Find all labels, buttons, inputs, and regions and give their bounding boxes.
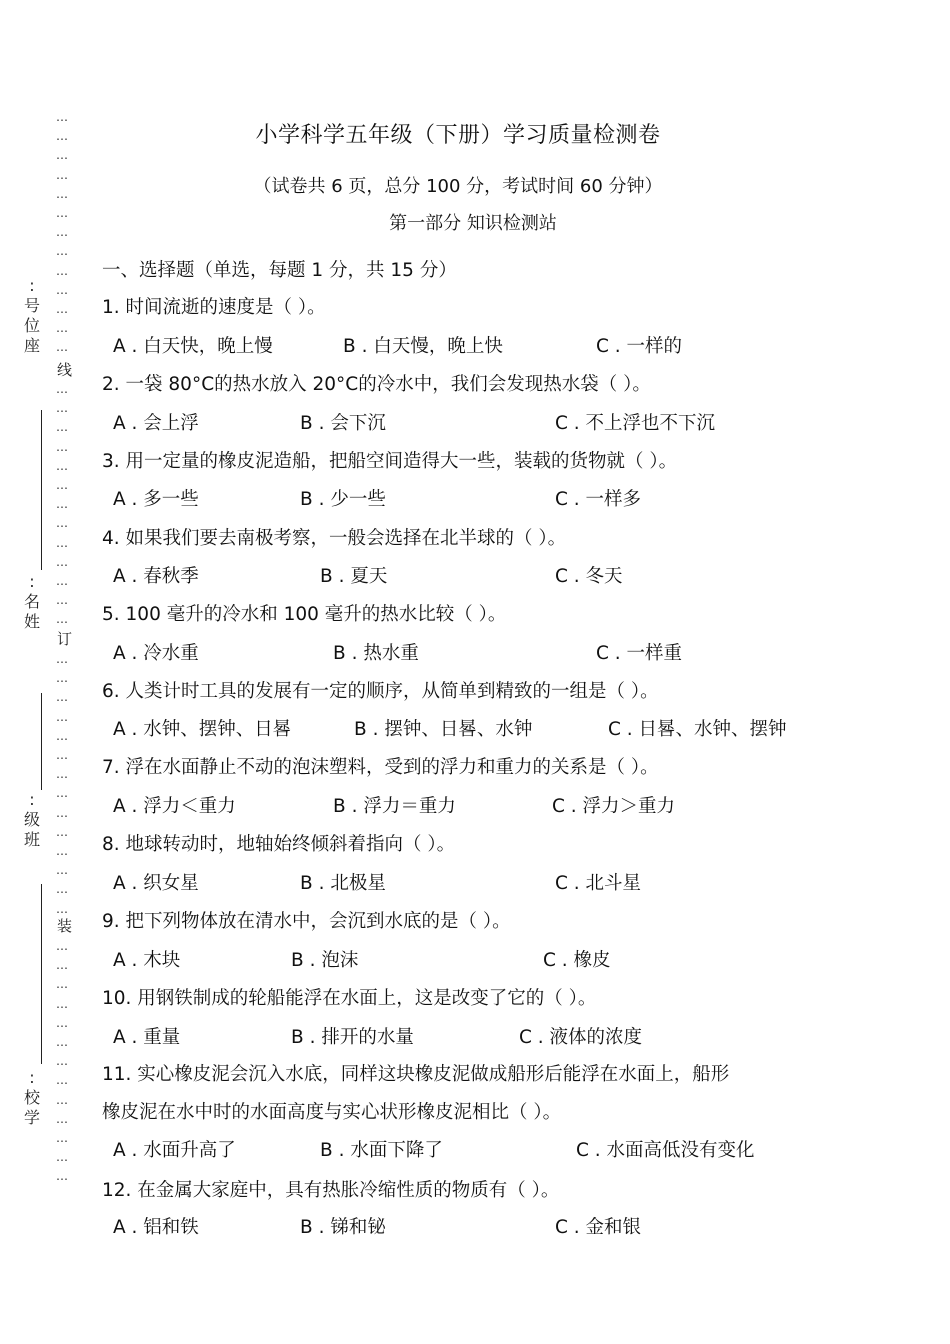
- q3-option-c: C . 一样多: [555, 489, 642, 510]
- seat-number-field: : 号 位 座: [23, 276, 40, 355]
- q3-option-a: A . 多一些: [113, 489, 199, 510]
- q1-option-a: A . 白天快，晚上慢: [113, 336, 273, 357]
- binding-line-2: [41, 693, 42, 790]
- binding-line-1: [41, 410, 42, 570]
- question-8: 8. 地球转动时，地轴始终倾斜着指向（ ）。: [102, 834, 456, 855]
- part-heading: 第一部分 知识检测站: [389, 213, 557, 234]
- question-7: 7. 浮在水面静止不动的泡沫塑料，受到的浮力和重力的关系是（ ）。: [102, 757, 659, 778]
- q8-option-c: C . 北斗星: [555, 873, 642, 894]
- question-6: 6. 人类计时工具的发展有一定的顺序，从简单到精致的一组是（ ）。: [102, 681, 659, 702]
- question-11: 11. 实心橡皮泥会沉入水底，同样这块橡皮泥做成船形后能浮在水面上，船形: [102, 1064, 730, 1085]
- q4-option-b: B . 夏天: [320, 566, 388, 587]
- page-title: 小学科学五年级（下册）学习质量检测卷: [255, 123, 661, 148]
- q8-option-a: A . 织女星: [113, 873, 199, 894]
- q7-option-c: C . 浮力＞重力: [552, 796, 676, 817]
- q12-option-a: A . 铝和铁: [113, 1217, 199, 1238]
- section-heading: 一、选择题（单选，每题 1 分，共 15 分）: [102, 260, 457, 281]
- q12-option-c: C . 金和银: [555, 1217, 642, 1238]
- question-9: 9. 把下列物体放在清水中，会沉到水底的是（ ）。: [102, 911, 511, 932]
- binding-word-xian: 线: [57, 361, 73, 379]
- question-2: 2. 一袋 80°C的热水放入 20°C的冷水中，我们会发现热水袋（ ）。: [102, 374, 651, 395]
- question-4: 4. 如果我们要去南极考察，一般会选择在北半球的（ ）。: [102, 528, 567, 549]
- binding-dots-mid1: … … … … … … … … … … … … …: [56, 382, 67, 627]
- exam-info: （试卷共 6 页，总分 100 分，考试时间 60 分钟）: [253, 176, 663, 197]
- question-11-continued: 橡皮泥在水中时的水面高度与实心状形橡皮泥相比（ ）。: [102, 1102, 562, 1123]
- q4-option-c: C . 冬天: [555, 566, 623, 587]
- q4-option-a: A . 春秋季: [113, 566, 199, 587]
- q6-option-c: C . 日晷、水钟、摆钟: [608, 719, 787, 740]
- question-3: 3. 用一定量的橡皮泥造船，把船空间造得大一些，装载的货物就（ ）。: [102, 451, 678, 472]
- q3-option-b: B . 少一些: [300, 489, 386, 510]
- binding-dots-top: … … … … … … … … … … … … …: [56, 110, 67, 355]
- q1-option-b: B . 白天慢，晚上快: [343, 336, 503, 357]
- q11-option-a: A . 水面升高了: [113, 1140, 236, 1161]
- q5-option-b: B . 热水重: [333, 643, 419, 664]
- q5-option-a: A . 冷水重: [113, 643, 199, 664]
- q11-option-c: C . 水面高低没有变化: [576, 1140, 755, 1161]
- q10-option-c: C . 液体的浓度: [519, 1027, 643, 1048]
- binding-dots-mid2: … … … … … … … … … … … … … …: [56, 652, 67, 916]
- q5-option-c: C . 一样重: [596, 643, 683, 664]
- q10-option-b: B . 排开的水量: [291, 1027, 414, 1048]
- q6-option-a: A . 水钟、摆钟、日晷: [113, 719, 292, 740]
- q7-option-b: B . 浮力＝重力: [333, 796, 456, 817]
- binding-line-3: [41, 884, 42, 1064]
- question-10: 10. 用钢铁制成的轮船能浮在水面上，这是改变了它的（ ）。: [102, 988, 597, 1009]
- school-field: : 校 学: [23, 1068, 40, 1127]
- q11-option-b: B . 水面下降了: [320, 1140, 443, 1161]
- q10-option-a: A . 重量: [113, 1027, 181, 1048]
- name-field: : 名 姓: [23, 572, 40, 631]
- question-1: 1. 时间流逝的速度是（ ）。: [102, 297, 326, 318]
- q6-option-b: B . 摆钟、日晷、水钟: [354, 719, 533, 740]
- q2-option-a: A . 会上浮: [113, 413, 199, 434]
- q8-option-b: B . 北极星: [300, 873, 386, 894]
- class-field: : 级 班: [23, 790, 40, 849]
- q1-option-c: C . 一样的: [596, 336, 683, 357]
- binding-word-ding: 订: [57, 630, 73, 648]
- binding-word-zhuang: 装: [57, 917, 73, 935]
- question-12: 12. 在金属大家庭中，具有热胀冷缩性质的物质有（ ）。: [102, 1180, 560, 1201]
- q9-option-b: B . 泡沫: [291, 950, 359, 971]
- q9-option-a: A . 木块: [113, 950, 181, 971]
- q12-option-b: B . 锑和铋: [300, 1217, 386, 1238]
- q7-option-a: A . 浮力＜重力: [113, 796, 236, 817]
- question-5: 5. 100 毫升的冷水和 100 毫升的热水比较（ ）。: [102, 604, 507, 625]
- q9-option-c: C . 橡皮: [543, 950, 611, 971]
- q2-option-b: B . 会下沉: [300, 413, 386, 434]
- binding-dots-bottom: … … … … … … … … … … … … …: [56, 939, 67, 1184]
- q2-option-c: C . 不上浮也不下沉: [555, 413, 716, 434]
